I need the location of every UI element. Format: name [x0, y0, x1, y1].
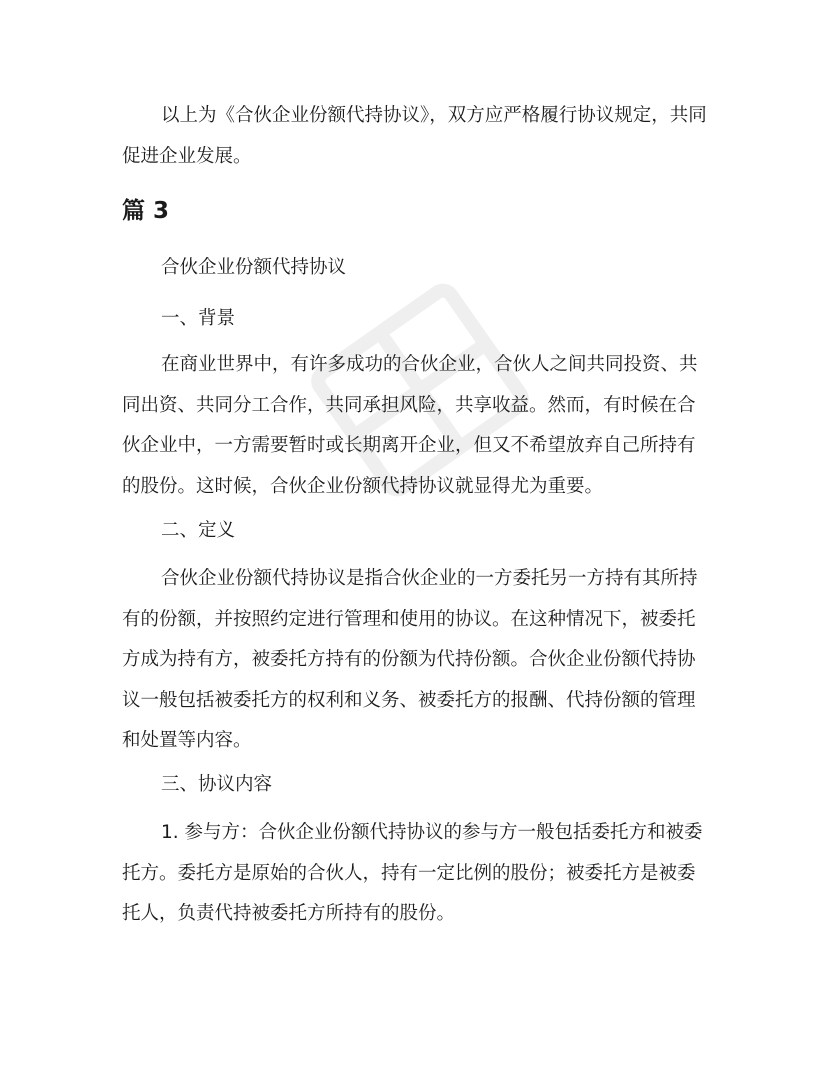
section-1-body: 在商业世界中，有许多成功的合伙企业，合伙人之间共同投资、共同出资、共同分工合作，共同承担风险，共享收益。然而，有时候在合伙企业中，一方需要暂时或长期离开企业，但又不希望放弃自己所持有的股份。这时候，合伙企业份额代持协议就显得尤为重要。: [122, 354, 698, 497]
doc-title: 合伙企业份额代持协议: [161, 257, 347, 278]
section-2-body: 合伙企业份额代持协议是指合伙企业的一方委托另一方持有其所持有的份额，并按照约定进行管理和使用的协议。在这种情况下，被委托方成为持有方，被委托方持有的份额为代持份额。合伙企业份额代持协议一般包括被委托方的权利和义务、被委托方的报酬、代持份额的管理和处置等内容。: [122, 568, 698, 751]
section-2-heading: 二、定义: [161, 520, 236, 541]
section-heading: 篇 3: [122, 198, 170, 224]
section-3-heading: 三、协议内容: [161, 774, 273, 795]
section-3-item-1: 1. 参与方：合伙企业份额代持协议的参与方一般包括委托方和被委托方。委托方是原始的合伙人，持有一定比例的股份；被委托方是被委托人，负责代持被委托方所持有的股份。: [122, 822, 703, 924]
closing-paragraph: 以上为《合伙企业份额代持协议》，双方应严格履行协议规定，共同促进企业发展。: [122, 105, 707, 167]
section-1-heading: 一、背景: [161, 308, 236, 329]
